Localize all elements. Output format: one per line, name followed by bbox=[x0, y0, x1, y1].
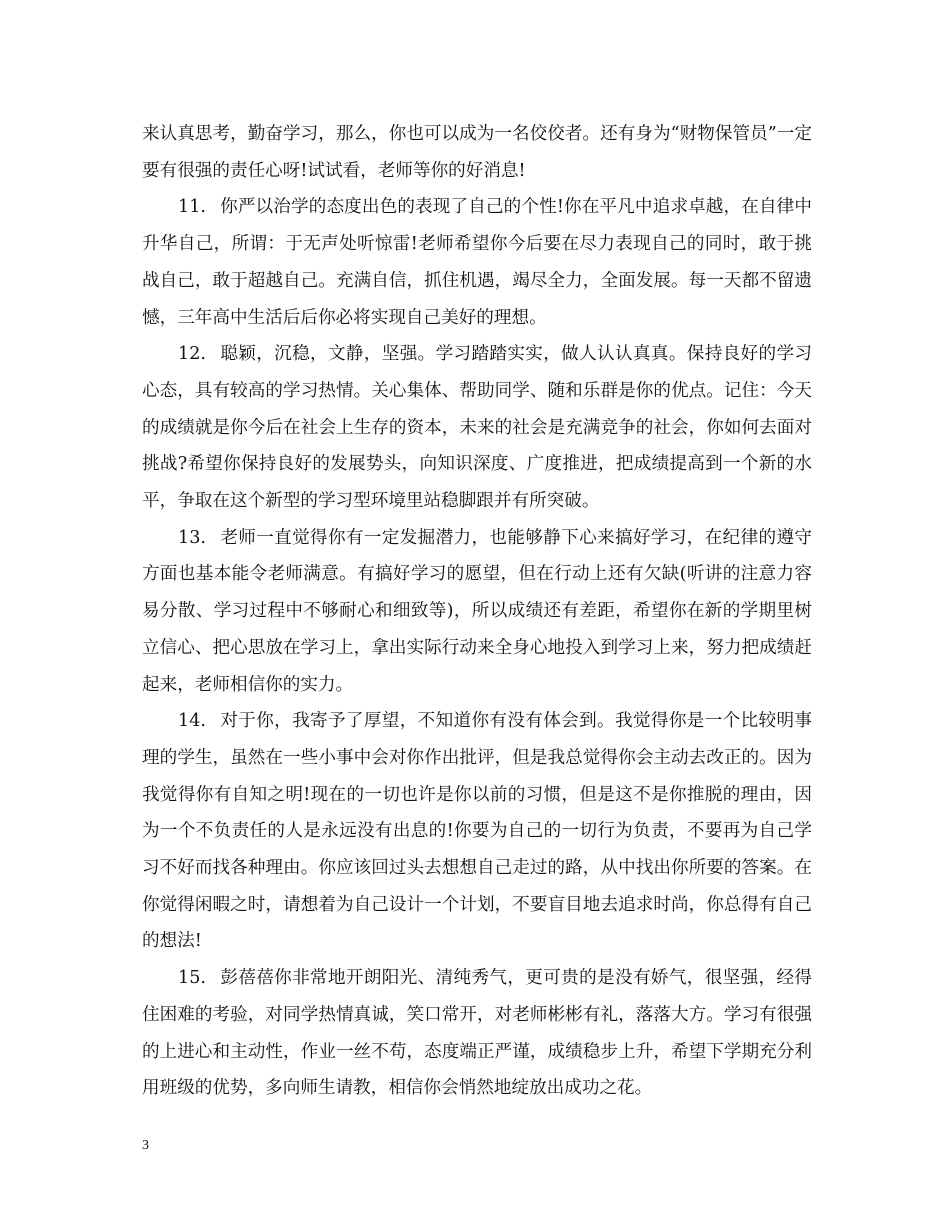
paragraph-text: 彭蓓蓓你非常地开朗阳光、清纯秀气，更可贵的是没有娇气，很坚强，经得住困难的考验，对同学热情真诚，笑口常开，对老师彬彬有礼，落落大方。学习有很强的上进心和主动性，作业一丝不苟，态度端正严谨，成绩稳步上升，希望下学期充分利用班级的优势，多向师生请教，相信你会悄然地绽放出成功之花。 bbox=[142, 968, 812, 1099]
paragraph-number: 13. bbox=[178, 527, 206, 548]
paragraph-number: 11. bbox=[178, 197, 206, 218]
paragraph-text: 你严以治学的态度出色的表现了自己的个性!你在平凡中追求卓越，在自律中升华自己，所谓：于无声处听惊雷!老师希望你今后要在尽力表现自己的同时，敢于挑战自己，敢于超越自己。充满自信，抓住机遇，竭尽全力，全面发展。每一天都不留遗憾，三年高中生活后后你必将实现自己美好的理想。 bbox=[142, 197, 812, 328]
body-text bbox=[142, 116, 812, 1107]
paragraph-number: 14. bbox=[178, 711, 206, 732]
paragraph-11 bbox=[142, 189, 812, 336]
paragraph-text: 老师一直觉得你有一定发掘潜力，也能够静下心来搞好学习，在纪律的遵守方面也基本能令老师满意。有搞好学习的愿望，但在行动上还有欠缺(听讲的注意力容易分散、学习过程中不够耐心和细致等)，所以成绩还有差距，希望你在新的学期里树立信心、把心思放在学习上，拿出实际行动来全身心地投入到学习上来，努力把成绩赶起来，老师相信你的实力。 bbox=[142, 527, 812, 695]
paragraph-13 bbox=[142, 520, 812, 704]
paragraph-14 bbox=[142, 703, 812, 960]
paragraph-text: 聪颖，沉稳，文静，坚强。学习踏踏实实，做人认认真真。保持良好的学习心态，具有较高的学习热情。关心集体、帮助同学、随和乐群是你的优点。记住：今天的成绩就是你今后在社会上生存的资本，未来的社会是充满竞争的社会，你如何去面对挑战?希望你保持良好的发展势头，向知识深度、广度推进，把成绩提高到一个新的水平，争取在这个新型的学习型环境里站稳脚跟并有所突破。 bbox=[142, 344, 812, 512]
paragraph-continued bbox=[142, 116, 812, 189]
paragraph-text: 来认真思考，勤奋学习，那么，你也可以成为一名佼佼者。还有身为“财物保管员”一定要有很强的责任心呀!试试看，老师等你的好消息! bbox=[142, 124, 812, 181]
paragraph-text: 对于你，我寄予了厚望，不知道你有没有体会到。我觉得你是一个比较明事理的学生，虽然在一些小事中会对你作出批评，但是我总觉得你会主动去改正的。因为我觉得你有自知之明!现在的一切也许是你以前的习惯，但是这不是你推脱的理由，因为一个不负责任的人是永远没有出息的!你要为自己的一切行为负责，不要再为自己学习不好而找各种理由。你应该回过头去想想自己走过的路，从中找出你所要的答案。在你觉得闲暇之时，请想着为自己设计一个计划，不要盲目地去追求时尚，你总得有自己的想法! bbox=[142, 711, 812, 952]
paragraph-number: 15. bbox=[178, 968, 206, 989]
paragraph-15 bbox=[142, 960, 812, 1107]
page-number: 3 bbox=[142, 1138, 149, 1153]
paragraph-number: 12. bbox=[178, 344, 206, 365]
paragraph-12 bbox=[142, 336, 812, 520]
